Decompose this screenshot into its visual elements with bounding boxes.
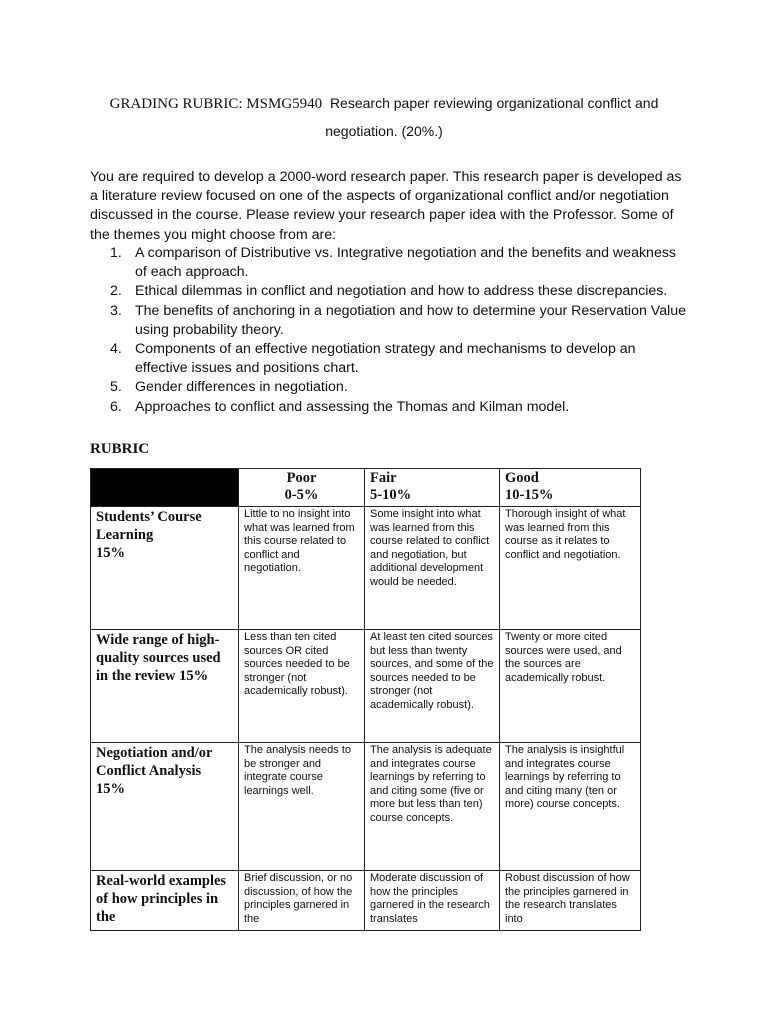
fair-cell: Moderate discussion of how the principles garnered in the research translates [365,871,500,931]
poor-cell: Less than ten cited sources OR cited sources needed to be stronger (not academically robust). [239,630,365,743]
theme-item: 3. The benefits of anchoring in a negotiation and how to determine your Reservation Value using probability theory. [110,302,687,338]
table-row [91,630,641,743]
intro-paragraph: You are required to develop a 2000-word research paper. This research paper is developed as a literature review focused on one of the aspects of organizational conflict and/or negotiation discussed in the course. Please review your research paper idea with the Professor. Some of the themes you might choose from are: [90,169,682,243]
poor-cell: The analysis needs to be stronger and integrate course learnings well. [239,743,365,871]
table-row [91,871,641,931]
criterion-cell: Wide range of high-quality sources used in the review 15% [91,630,239,743]
column-header-poor: Poor 0-5% [239,469,365,507]
document-title-line2: negotiation. (20%.) [325,123,443,139]
theme-item: 6. Approaches to conflict and assessing the Thomas and Kilman model. [110,398,570,415]
good-cell: Robust discussion of how the principles garnered in the research translates into [500,871,641,931]
column-header-fair: Fair 5-10% [365,469,500,507]
rubric-table [90,468,641,931]
title-course-code: GRADING RUBRIC: MSMG5940 [109,96,323,112]
theme-item: 4. Components of an effective negotiation strategy and mechanisms to develop an effective issues and positions chart. [110,341,636,377]
rubric-header-row [91,469,641,507]
good-cell: The analysis is insightful and integrates course learnings by referring to and citing many (ten or more) course concepts. [500,743,641,871]
criterion-cell: Real-world examples of how principles in the [91,871,239,931]
title-topic: Research paper reviewing organizational conflict and [329,95,659,111]
good-cell: Twenty or more cited sources were used, and the sources are academically robust. [500,630,641,743]
theme-item: 2. Ethical dilemmas in conflict and negotiation and how to address these discrepancies. [110,283,668,300]
criterion-cell: Students’ Course Learning 15% [91,507,239,630]
poor-cell: Brief discussion, or no discussion, of how the principles garnered in the [239,871,365,931]
column-header-good: Good 10-15% [500,469,641,507]
fair-cell: The analysis is adequate and integrates course learnings by referring to and citing some (five or more but less than ten) course concepts. [365,743,500,871]
table-row [91,743,641,871]
theme-item: 5. Gender differences in negotiation. [110,379,348,396]
header-blank-cell [91,469,239,507]
fair-cell: At least ten cited sources but less than twenty sources, and some of the sources needed to be stronger (not academically robust). [365,630,500,743]
theme-item: 1. A comparison of Distributive vs. Integrative negotiation and the benefits and weakness of each approach. [110,245,677,281]
good-cell: Thorough insight of what was learned from this course as it relates to conflict and negotiation. [500,507,641,630]
themes-list [110,244,690,417]
table-row [91,507,641,630]
rubric-heading: RUBRIC [90,441,150,457]
poor-cell: Little to no insight into what was learned from this course related to conflict and negotiation. [239,507,365,630]
fair-cell: Some insight into what was learned from this course related to conflict and negotiation, but additional development would be needed. [365,507,500,630]
document-title [0,93,768,114]
criterion-cell: Negotiation and/or Conflict Analysis 15% [91,743,239,871]
